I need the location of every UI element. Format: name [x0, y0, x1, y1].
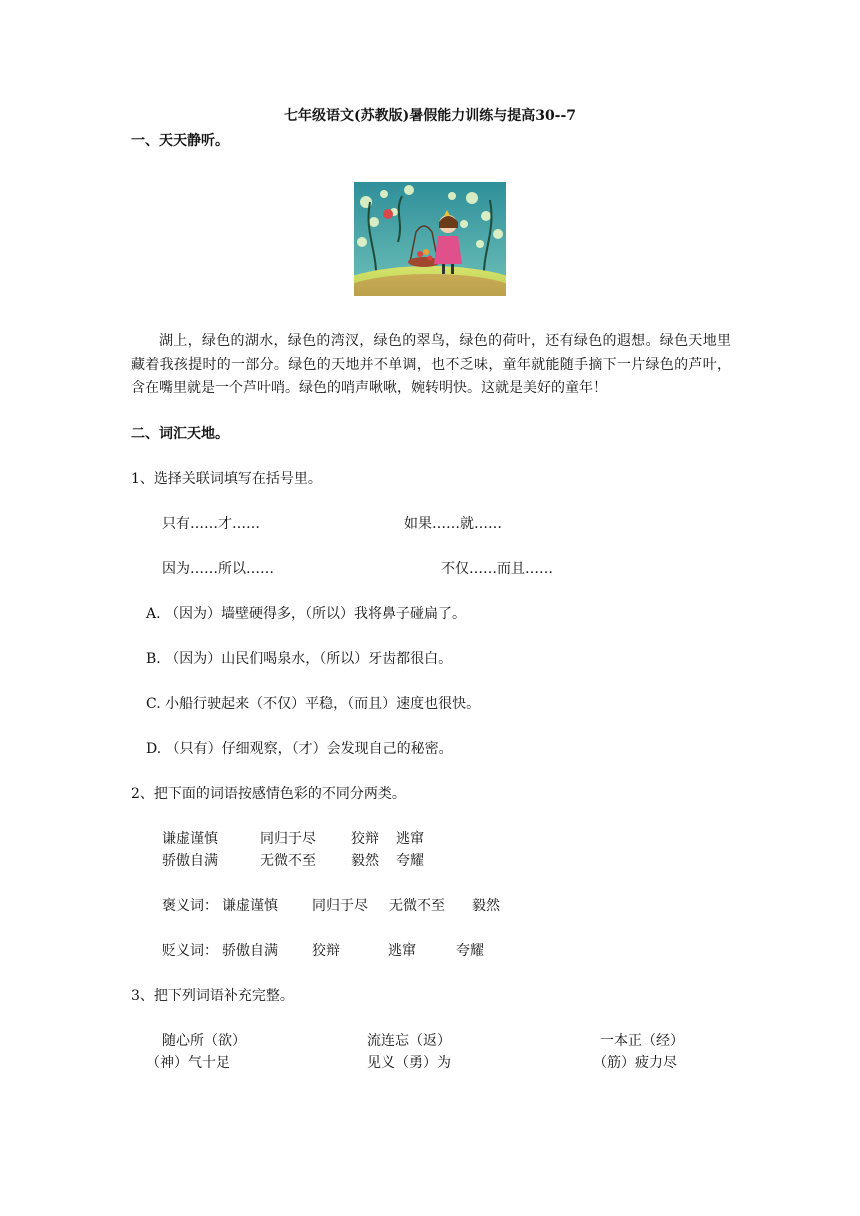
q1-option: 不仅……而且…… [441, 561, 553, 577]
page-title: 七年级语文(苏教版)暑假能力训练与提高30--7 [283, 108, 577, 124]
q3-prompt: 3、把下列词语补充完整。 [131, 988, 294, 1004]
q3-idiom: （神）气十足 [146, 1055, 230, 1071]
positive-words-label: 褒义词： [162, 898, 218, 914]
illustration-girl-in-garden [354, 182, 506, 296]
q2-word: 无微不至 [260, 853, 316, 869]
reading-paragraph: 湖上，绿色的湖水，绿色的湾汊，绿色的翠鸟，绿色的荷叶，还有绿色的遐想。绿色天地里藏着我孩提时的一部分。绿色的天地并不单调，也不乏味，童年就能随手摘下一片绿色的芦叶，含在嘴里就是一个芦叶哨。绿色的哨声啾啾，婉转明快。这就是美好的童年！ [131, 333, 731, 396]
q1-option: 只有……才…… [162, 516, 260, 532]
q2-word: 骄傲自满 [162, 853, 218, 869]
q3-idiom: （筋）疲力尽 [593, 1055, 677, 1071]
q2-prompt: 2、把下面的词语按感情色彩的不同分两类。 [131, 786, 406, 802]
q2-word: 狡辩 [351, 831, 379, 847]
q2-word: 夸耀 [396, 853, 424, 869]
negative-word: 狡辩 [312, 943, 340, 959]
q3-idiom: 随心所（欲） [162, 1033, 246, 1049]
q3-idiom: 流连忘（返） [367, 1033, 451, 1049]
negative-words-label: 贬义词： [162, 943, 218, 959]
q1-option: 因为……所以…… [162, 561, 274, 577]
positive-word: 同归于尽 [312, 898, 368, 914]
negative-word: 夸耀 [456, 943, 484, 959]
q1-prompt: 1、选择关联词填写在括号里。 [131, 471, 322, 487]
negative-word: 骄傲自满 [222, 943, 278, 959]
q2-word: 谦虚谨慎 [162, 831, 218, 847]
q1-item: D. （只有）仔细观察，（才）会发现自己的秘密。 [146, 741, 453, 757]
q2-word: 同归于尽 [260, 831, 316, 847]
q2-word: 毅然 [351, 853, 379, 869]
q1-item: A. （因为）墙壁硬得多，（所以）我将鼻子碰扁了。 [146, 606, 467, 622]
q3-idiom: 一本正（经） [600, 1033, 684, 1049]
positive-word: 无微不至 [389, 898, 445, 914]
section2-heading: 二、词汇天地。 [131, 426, 229, 442]
q1-item: B. （因为）山民们喝泉水，（所以）牙齿都很白。 [146, 651, 453, 667]
q2-word: 逃窜 [396, 831, 424, 847]
positive-word: 谦虚谨慎 [222, 898, 278, 914]
q1-option: 如果……就…… [404, 516, 502, 532]
positive-word: 毅然 [472, 898, 500, 914]
q1-item: C. 小船行驶起来（不仅）平稳，（而且）速度也很快。 [146, 696, 481, 712]
section1-heading: 一、天天静听。 [131, 133, 229, 149]
negative-word: 逃窜 [388, 943, 416, 959]
q3-idiom: 见义（勇）为 [367, 1055, 451, 1071]
